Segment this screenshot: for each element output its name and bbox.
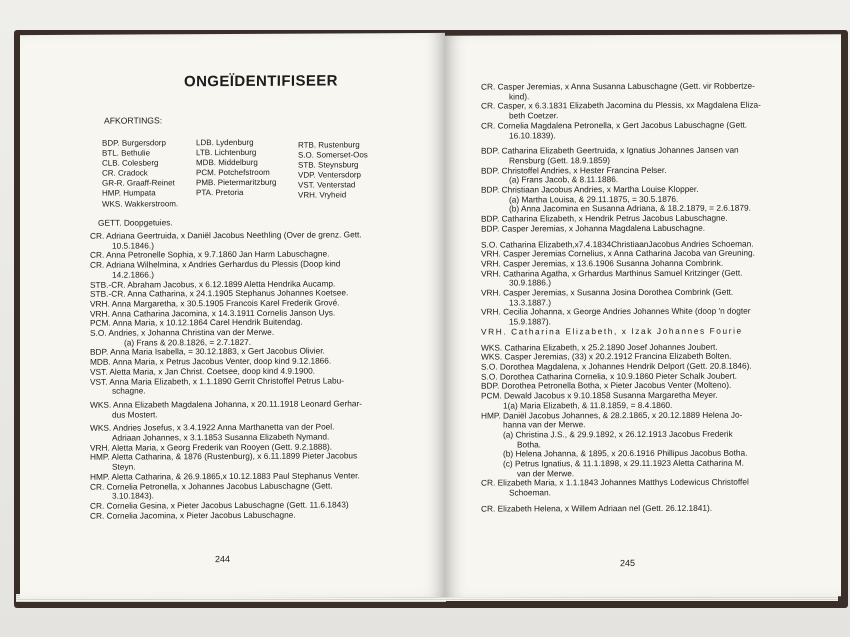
abbreviations-column-3 [298, 140, 368, 201]
abbreviation: PTA. Pretoria [196, 188, 244, 198]
list-item [481, 223, 761, 234]
entry-line: HMP. Daniël Jacobus Johannes, & 28.2.1865, x 20.12.1889 Helena Jo- [481, 409, 743, 421]
entry-line: VRH. Anna Catharina Jacomina, x 14.3.1911 Cornelis Janson Uys. [90, 307, 336, 319]
abbreviation: STB. Steynsburg [298, 160, 359, 170]
abbreviation: VRH. Vryheid [298, 190, 347, 201]
gett-line: GETT. Doopgetuies. [98, 217, 173, 228]
page-number: 244 [215, 554, 231, 565]
abbreviations-column-2 [196, 138, 276, 199]
abbreviation: CR. Cradock [102, 168, 148, 178]
entry-line: WKS. Casper Jeremias, (33) x 20.2.1912 Francina Elizabeth Bolten. [481, 350, 732, 362]
entry-line: CR. Adriana Geertruida, x Daniël Jacobus Neethling (Over de grenz. Gett. [90, 229, 362, 241]
list-item [90, 399, 362, 420]
entry-line: BDP. Christiaan Jacobus Andries, x Martha Louise Klopper. [481, 183, 699, 195]
entry-line: dus Mostert. [112, 409, 158, 420]
list-item [90, 376, 362, 397]
entry-line: VRH. Aletta Maria, x Georg Frederik van Rooyen (Gett. 9.2.1888). [90, 441, 333, 453]
entry-line: S.O. Andries, x Johanna Christina van der Merwe. [90, 326, 275, 338]
entry-line: 30.9.1886.) [509, 277, 551, 288]
entry-line: VRH. Catharina Agatha, x Grhardus Marthinus Samuel Kritzinger (Gett. [481, 267, 743, 279]
list-item [481, 326, 761, 337]
entry-line: (b) Anna Jacomina en Susanna Adriana, & 18.2.1879, = 2.6.1879. [509, 203, 751, 214]
entry-line: CR. Cornelia Magdalena Petronella, x Gert Jacobus Labuschagne (Gett. [481, 119, 748, 131]
entry-line: CR. Casper Jeremias, x Anna Susanna Labuschagne (Gett. vir Robbertze- [481, 80, 755, 92]
right-page [445, 34, 841, 597]
abbreviation: WKS. Wakkerstroom. [102, 198, 179, 209]
entry-line: VRH. Casper Jeremias, x Susanna Josina Dorothea Combrink (Gett. [481, 286, 734, 298]
entry-line: S.O. Catharina Elizabeth,x7.4.1834ChristiaanJacobus Andries Schoeman. [481, 238, 754, 250]
entry-line: (a) Frans & 20.8.1826, = 2.7.1827. [124, 336, 252, 348]
list-item [90, 452, 362, 473]
entry-line: STB.-CR. Anna Catharina, x 24.1.1905 Stephanus Johannes Koetsee. [90, 287, 349, 299]
entry-line: (a) Christina J.S., & 29.9.1892, x 26.12.1913 Jacobus Frederik [503, 428, 733, 440]
list-item [481, 410, 761, 479]
entry-line: WKS. Andries Josefus, x 3.4.1922 Anna Marthanetta van der Poel. [90, 421, 335, 434]
entry-line: BDP. Casper Jeremias, x Johanna Magdalena Labuschagne. [481, 222, 706, 234]
abbreviation: VDP. Ventersdorp [298, 170, 362, 180]
abbreviation: CLB. Colesberg [102, 158, 159, 168]
entry-line: 14.2.1866.) [112, 269, 154, 280]
entry-line: VRH. Anna Margaretha, x 30.5.1905 Francois Karel Frederik Grové. [90, 297, 340, 309]
list-item [481, 288, 761, 308]
list-item [481, 268, 761, 288]
entry-line: CR. Elizabeth Helena, x Willem Adriaan nel (Gett. 26.12.1841). [481, 502, 713, 514]
list-item [481, 185, 761, 215]
entry-line: VRH. Cecilia Johanna, x George Andries Johannes White (doop 'n dogter [481, 306, 751, 318]
entry-line: BDP. Catharina Elizabeth, x Hendrik Petrus Jacobus Labuschagne. [481, 212, 728, 224]
list-item [481, 503, 761, 514]
entry-line: BDP. Catharina Elizabeth Geertruida, x Ignatius Johannes Jansen van [481, 144, 739, 156]
abbreviation: S.O. Somerset-Oos [298, 150, 368, 160]
entry-line: VST. Anna Maria Elizabeth, x 1.1.1890 Gerrit Christoffel Petrus Labu- [90, 374, 344, 387]
entry-line: 1(a) Maria Elizabeth, & 11.8.1859, = 8.4.1860. [503, 399, 673, 411]
entry-line: Botha. [517, 438, 541, 450]
entry-line: S.O. Dorothea Magdalena, x Johannes Hendrik Delport (Gett. 20.8.1846). [481, 360, 752, 372]
entry-line: BDP. Dorothea Petronella Botha, x Pieter Jacobus Venter (Molteno). [481, 380, 732, 391]
entry-line: VST. Aletta Maria, x Jan Christ. Coetsee, doop kind 4.9.1900. [90, 365, 316, 377]
entry-line: CR. Elizabeth Maria, x 1.1.1843 Johannes Matthys Lodewicus Christoffel [481, 477, 749, 488]
entry-line: STB.-CR. Abraham Jacobus, x 6.12.1899 Aletta Hendrika Aucamp. [90, 277, 336, 290]
abbreviations-column-1 [102, 138, 178, 209]
list-item [481, 391, 761, 411]
abbreviation: VST. Venterstad [298, 180, 356, 191]
entry-line: (a) Martha Louisa, & 29.11.1875, = 30.5.1876. [509, 193, 679, 205]
entry-line: Steyn. [112, 461, 136, 472]
entry-line: WKS. Anna Elizabeth Magdalena Johanna, x 20.11.1918 Leonard Gerhar- [90, 398, 362, 410]
entry-line: BDP. Anna Maria Isabella, = 30.12.1883, x Gert Jacobus Olivier. [90, 345, 325, 358]
afkortings-label: AFKORTINGS: [104, 115, 163, 126]
entry-line: BDP. Christoffel Andries, x Hester Francina Pelser. [481, 164, 667, 176]
entry-line: van der Merwe. [517, 467, 575, 479]
entry-line: S.O. Dorothea Catharina Cornelia, x 10.9.1860 Pieter Schalk Joubert. [481, 370, 737, 382]
list-item [481, 478, 761, 498]
entry-line: VRH. Catharina Elizabeth, x Izak Johannes Fourie [481, 325, 743, 337]
entry-line: 16.10.1839). [509, 129, 556, 140]
entry-line: MDB. Anna Maria, x Petrus Jacobus Venter, doop kind 9.12.1866. [90, 355, 332, 367]
page-title: ONGEÏDENTIFISEER [184, 72, 338, 91]
list-item [481, 146, 761, 166]
abbreviation: LDB. Lydenburg [196, 137, 254, 148]
page-number: 245 [620, 558, 636, 569]
entry-line: beth Coetzer. [509, 110, 559, 121]
entry-line: CR. Casper, x 6.3.1831 Elizabeth Jacomina du Plessis, xx Magdalena Eliza- [481, 99, 761, 111]
entry-line: CR. Cornelia Jacomina, x Pieter Jacobus Labuschagne. [90, 509, 296, 521]
abbreviation: BTL. Bethulie [102, 148, 151, 158]
entry-line: (a) Frans Jacob, & 8.11.1886. [509, 174, 619, 185]
right-entries [481, 82, 761, 515]
abbreviation: PCM. Potchefstroom [196, 168, 270, 178]
entry-line: Adriaan Johannes, x 3.1.1853 Susanna Elizabeth Nymand. [112, 431, 330, 443]
entry-line: VRH. Casper Jeremias Cornelius, x Anna Catharina Jacoba van Greuning. [481, 247, 755, 259]
entry-line: PCM. Anna Maria, x 10.12.1864 Carel Hendrik Buitendag. [90, 316, 303, 329]
entry-line: CR. Cornelia Petronella, x Johannes Jacobus Labuschagne (Gett. [90, 480, 333, 492]
list-item [90, 510, 362, 521]
entry-line: hanna van der Merwe. [503, 419, 586, 430]
entry-line: Rensburg (Gett. 18.9.1859) [509, 155, 611, 166]
list-item [481, 165, 761, 185]
entry-line: HMP. Aletta Catharina, & 26.9.1865,x 10.12.1883 Paul Stephanus Venter. [90, 470, 360, 482]
entry-line: VRH. Casper Jeremias, x 13.6.1906 Susanna Johanna Combrink. [481, 257, 724, 269]
left-page [20, 33, 445, 599]
list-item [481, 120, 761, 140]
entry-line: Schoeman. [509, 487, 551, 498]
left-entries [90, 230, 362, 521]
entry-line: 15.9.1887). [509, 316, 551, 327]
abbreviation: PMB. Pietermaritzburg [196, 178, 277, 188]
list-item [481, 307, 761, 327]
entry-line: (c) Petrus Ignatius, & 11.1.1898, x 29.11.1923 Aletta Catharina M. [503, 457, 744, 469]
entry-line: schagne. [112, 385, 146, 396]
list-item [90, 259, 362, 280]
abbreviation: MDB. Middelburg [196, 158, 258, 168]
entry-line: 3.10.1843). [112, 490, 154, 501]
list-item [481, 82, 761, 102]
list-item [481, 101, 761, 121]
entry-line: kind). [509, 91, 530, 102]
entry-line: HMP. Aletta Catharina, & 1876 (Rustenburg), x 6.11.1899 Pieter Jacobus [90, 450, 358, 463]
abbreviation: RTB. Rustenburg [298, 140, 360, 150]
entry-line: WKS. Catharina Elizabeth, x 25.2.1890 Josef Johannes Joubert. [481, 341, 718, 353]
abbreviation: HMP. Humpata [102, 188, 156, 199]
entry-line: PCM. Dewald Jacobus x 9.10.1858 Susanna Margaretha Meyer. [481, 389, 718, 401]
entry-line: 13.3.1887.) [509, 297, 551, 308]
entry-line: CR. Anna Petronelle Sophia, x 9.7.1860 Jan Harm Labuschagne. [90, 248, 330, 261]
list-item [90, 423, 362, 444]
entry-line: CR. Adriana Wilhelmina, x Andries Gerhardus du Plessis (Doop kind [90, 258, 341, 270]
abbreviation: GR-R. Graaff-Reinet [102, 178, 175, 189]
abbreviation: LTB. Lichtenburg [196, 147, 257, 158]
entry-line: (b) Helena Johanna, & 1895, x 20.6.1916 Phillipus Jacobus Botha. [503, 447, 748, 459]
entry-line: 10.5.1846.) [112, 240, 154, 251]
abbreviation: BDP. Burgersdorp [102, 138, 166, 148]
entry-line: CR. Cornelia Gesina, x Pieter Jacobus Labuschagne (Gett. 11.6.1843) [90, 499, 349, 511]
